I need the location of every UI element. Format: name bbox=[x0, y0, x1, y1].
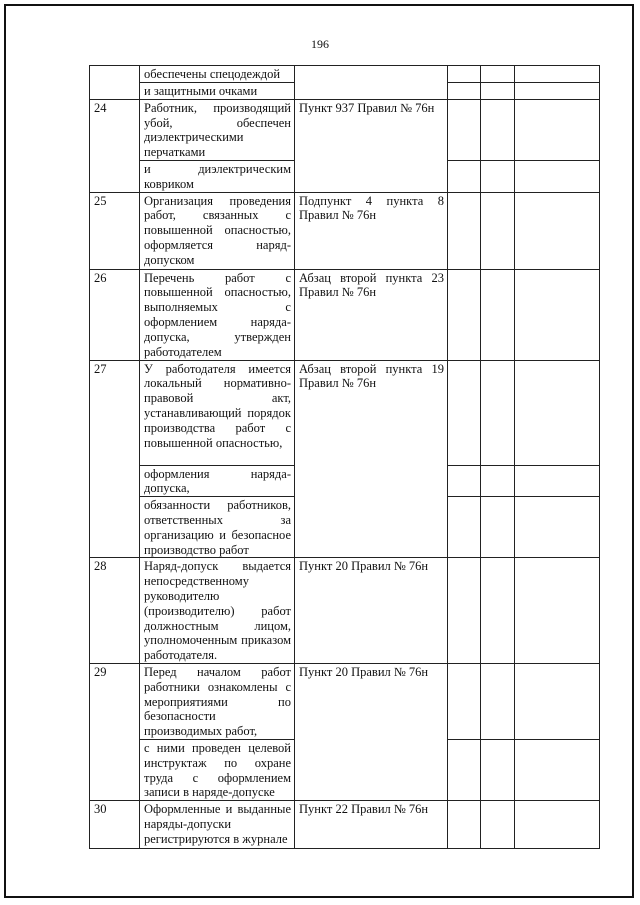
item-number: 25 bbox=[90, 192, 140, 269]
answer-yes-cell[interactable] bbox=[448, 269, 481, 360]
answer-no-cell[interactable] bbox=[481, 739, 515, 800]
item-number: 27 bbox=[90, 360, 140, 558]
answer-no-cell[interactable] bbox=[481, 465, 515, 497]
answer-no-cell[interactable] bbox=[481, 801, 515, 849]
requirement-text: Наряд-допуск выдается непосредственному руководителю (производителю) работ должностным лицом, уполномоченным приказом работодателя. bbox=[140, 558, 295, 664]
answer-na-cell[interactable] bbox=[515, 801, 600, 849]
answer-yes-cell[interactable] bbox=[448, 497, 481, 558]
answer-no-cell[interactable] bbox=[481, 192, 515, 269]
answer-na-cell[interactable] bbox=[515, 269, 600, 360]
requirement-text: Перед началом работ работники ознакомлены с мероприятиями по безопасности производимых работ, bbox=[140, 663, 295, 739]
answer-na-cell[interactable] bbox=[515, 739, 600, 800]
requirement-text: Оформленные и выданные наряды-допуски регистрируются в журнале bbox=[140, 801, 295, 849]
item-number bbox=[90, 66, 140, 100]
answer-na-cell[interactable] bbox=[515, 99, 600, 160]
answer-na-cell[interactable] bbox=[515, 192, 600, 269]
answer-na-cell[interactable] bbox=[515, 497, 600, 558]
answer-na-cell[interactable] bbox=[515, 465, 600, 497]
answer-na-cell[interactable] bbox=[515, 66, 600, 83]
answer-yes-cell[interactable] bbox=[448, 663, 481, 739]
table-row bbox=[90, 360, 600, 465]
checklist-table bbox=[89, 65, 600, 849]
answer-no-cell[interactable] bbox=[481, 66, 515, 83]
answer-yes-cell[interactable] bbox=[448, 192, 481, 269]
legal-reference: Пункт 22 Правил № 76н bbox=[295, 801, 448, 849]
requirement-text: У работодателя имеется локальный нормативно-правовой акт, устанавливающий порядок производства работ с повышенной опасностью, bbox=[140, 360, 295, 465]
table-row bbox=[90, 663, 600, 739]
answer-yes-cell[interactable] bbox=[448, 739, 481, 800]
answer-na-cell[interactable] bbox=[515, 558, 600, 664]
answer-yes-cell[interactable] bbox=[448, 66, 481, 83]
table-row bbox=[90, 99, 600, 160]
item-number: 29 bbox=[90, 663, 140, 800]
legal-reference: Абзац второй пункта 19 Правил № 76н bbox=[295, 360, 448, 558]
answer-no-cell[interactable] bbox=[481, 497, 515, 558]
legal-reference: Подпункт 4 пункта 8 Правил № 76н bbox=[295, 192, 448, 269]
requirement-text: и защитными очками bbox=[140, 83, 295, 100]
answer-yes-cell[interactable] bbox=[448, 801, 481, 849]
answer-no-cell[interactable] bbox=[481, 83, 515, 100]
answer-yes-cell[interactable] bbox=[448, 83, 481, 100]
item-number: 24 bbox=[90, 99, 140, 192]
answer-na-cell[interactable] bbox=[515, 663, 600, 739]
requirement-text: с ними проведен целевой инструктаж по охране труда с оформлением записи в наряде-допуске bbox=[140, 739, 295, 800]
legal-reference: Пункт 20 Правил № 76н bbox=[295, 663, 448, 800]
answer-yes-cell[interactable] bbox=[448, 558, 481, 664]
requirement-text: и диэлектрическим ковриком bbox=[140, 160, 295, 192]
answer-no-cell[interactable] bbox=[481, 99, 515, 160]
requirement-text: Перечень работ с повышенной опасностью, выполняемых с оформлением наряда-допуска, утвержден работодателем bbox=[140, 269, 295, 360]
answer-na-cell[interactable] bbox=[515, 360, 600, 465]
answer-no-cell[interactable] bbox=[481, 558, 515, 664]
answer-na-cell[interactable] bbox=[515, 160, 600, 192]
table-row bbox=[90, 801, 600, 849]
requirement-text: оформления наряда-допуска, bbox=[140, 465, 295, 497]
answer-no-cell[interactable] bbox=[481, 663, 515, 739]
table-row bbox=[90, 66, 600, 83]
item-number: 28 bbox=[90, 558, 140, 664]
item-number: 30 bbox=[90, 801, 140, 849]
requirement-text: обязанности работников, ответственных за организацию и безопасное производство работ bbox=[140, 497, 295, 558]
table-row bbox=[90, 269, 600, 360]
legal-reference: Абзац второй пункта 23 Правил № 76н bbox=[295, 269, 448, 360]
answer-yes-cell[interactable] bbox=[448, 465, 481, 497]
answer-na-cell[interactable] bbox=[515, 83, 600, 100]
answer-yes-cell[interactable] bbox=[448, 160, 481, 192]
requirement-text: Работник, производящий убой, обеспечен диэлектрическими перчатками bbox=[140, 99, 295, 160]
answer-yes-cell[interactable] bbox=[448, 360, 481, 465]
table-row bbox=[90, 192, 600, 269]
legal-reference: Пункт 937 Правил № 76н bbox=[295, 99, 448, 192]
legal-reference: Пункт 20 Правил № 76н bbox=[295, 558, 448, 664]
requirement-text: обеспечены спецодеждой bbox=[140, 66, 295, 83]
answer-no-cell[interactable] bbox=[481, 160, 515, 192]
answer-yes-cell[interactable] bbox=[448, 99, 481, 160]
answer-no-cell[interactable] bbox=[481, 269, 515, 360]
table-row bbox=[90, 558, 600, 664]
requirement-text: Организация проведения работ, связанных с повышенной опасностью, оформляется наряд-допуском bbox=[140, 192, 295, 269]
legal-reference bbox=[295, 66, 448, 100]
answer-no-cell[interactable] bbox=[481, 360, 515, 465]
page-number: 196 bbox=[311, 37, 329, 51]
item-number: 26 bbox=[90, 269, 140, 360]
